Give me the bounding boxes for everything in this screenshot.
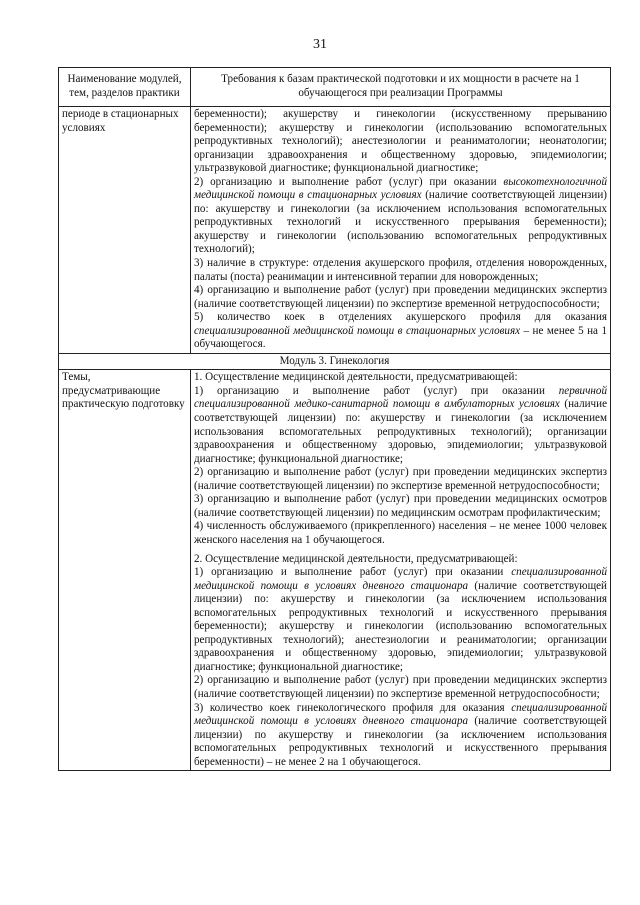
page-number: 31: [313, 37, 327, 52]
paragraph: 4) организацию и выполнение работ (услуг) при проведении медицинских экспертиз (наличие соответствующей лицензии) по экспертизе временной нетрудоспособности;: [194, 284, 607, 310]
paragraph: 1) организацию и выполнение работ (услуг) при оказании первичной специализированной медико-санитарной помощи в амбулаторных условиях (наличие соответствующей лицензии) по: акушерству и гинекологии (за исключением использования вспомогательных репродуктивных технологий); организации здравоохранения и общественному здоровью, эпидемиологии; ультразвуковой диагностике; функциональной диагностике;: [194, 384, 607, 465]
row-content: [191, 370, 611, 771]
header-col-modules: Наименование модулей, тем, разделов практики: [59, 68, 191, 107]
paragraph: 1) организацию и выполнение работ (услуг) при оказании специализированной медицинской помощи в условиях дневного стационара (наличие соответствующей лицензии) по: акушерству и гинекологии (за исключением использования вспомогательных репродуктивных технологий и искусственного прерывания беременности); акушерству и гинекологии (использованию вспомогательных репродуктивных технологий); анестезиологии и реаниматологии; организации здравоохранения и общественному здоровью, эпидемиологии; ультразвуковой диагностике; функциональной диагностике;: [194, 566, 607, 673]
paragraph: 1. Осуществление медицинской деятельности, предусматривающей:: [194, 371, 518, 384]
paragraph: 3) наличие в структуре: отделения акушерского профиля, отделения новорожденных, палаты (поста) реанимации и интенсивной терапии для новорожденных;: [194, 257, 607, 283]
module-title-row: [59, 353, 611, 370]
paragraph: 4) численность обслуживаемого (прикрепленного) населения – не менее 1000 человек женского населения на 1 обучающегося.: [194, 520, 607, 546]
row-label: Темы, предусматривающие практическую подготовку: [59, 370, 191, 771]
paragraph: 3) организацию и выполнение работ (услуг) при проведении медицинских осмотров (наличие соответствующей лицензии) по медицинским осмотрам профилактическим;: [194, 493, 607, 519]
module-title: Модуль 3. Гинекология: [59, 353, 611, 370]
paragraph: 2) организацию и выполнение работ (услуг) при проведении медицинских экспертиз (наличие соответствующей лицензии) по экспертизе временной нетрудоспособности;: [194, 466, 607, 492]
row-content: [191, 107, 611, 354]
paragraph: 2) организацию и выполнение работ (услуг) при оказании высокотехнологичной медицинской помощи в стационарных условиях (наличие соответствующей лицензии) по: акушерству и гинекологии (за исключением использования вспомогательных репродуктивных технологий и искусственного прерывания беременности); акушерству и гинекологии (использованию вспомогательных репродуктивных технологий);: [194, 175, 607, 256]
table-row: [59, 107, 611, 354]
paragraph: 3) количество коек гинекологического профиля для оказания специализированной медицинской помощи в условиях дневного стационара (наличие соответствующей лицензии) по акушерству и гинекологии (за исключением использования вспомогательных репродуктивных технологий и искусственного прерывания беременности) – не менее 2 на 1 обучающегося.: [194, 701, 607, 768]
table-header-row: [59, 68, 611, 107]
table-row: [59, 370, 611, 771]
paragraph: 5) количество коек в отделениях акушерского профиля для оказания специализированной медицинской помощи в стационарных условиях – не менее 5 на 1 обучающегося.: [194, 311, 607, 351]
row-label: периоде в стационарных условиях: [59, 107, 191, 354]
paragraph: 2) организацию и выполнение работ (услуг) при проведении медицинских экспертиз (наличие соответствующей лицензии) по экспертизе временной нетрудоспособности;: [194, 674, 607, 700]
paragraph: беременности); акушерству и гинекологии (искусственному прерыванию беременности); акушерству и гинекологии (использованию вспомогательных репродуктивных технологий); анестезиологии и реаниматологии; неонатологии; организации здравоохранения и общественному здоровью, эпидемиологии; ультразвуковой диагностике; функциональной диагностике;: [194, 108, 607, 175]
requirements-table: [58, 67, 611, 771]
header-col-requirements: Требования к базам практической подготовки и их мощности в расчете на 1 обучающегося при реализации Программы: [191, 68, 611, 107]
paragraph: 2. Осуществление медицинской деятельности, предусматривающей:: [194, 552, 518, 565]
